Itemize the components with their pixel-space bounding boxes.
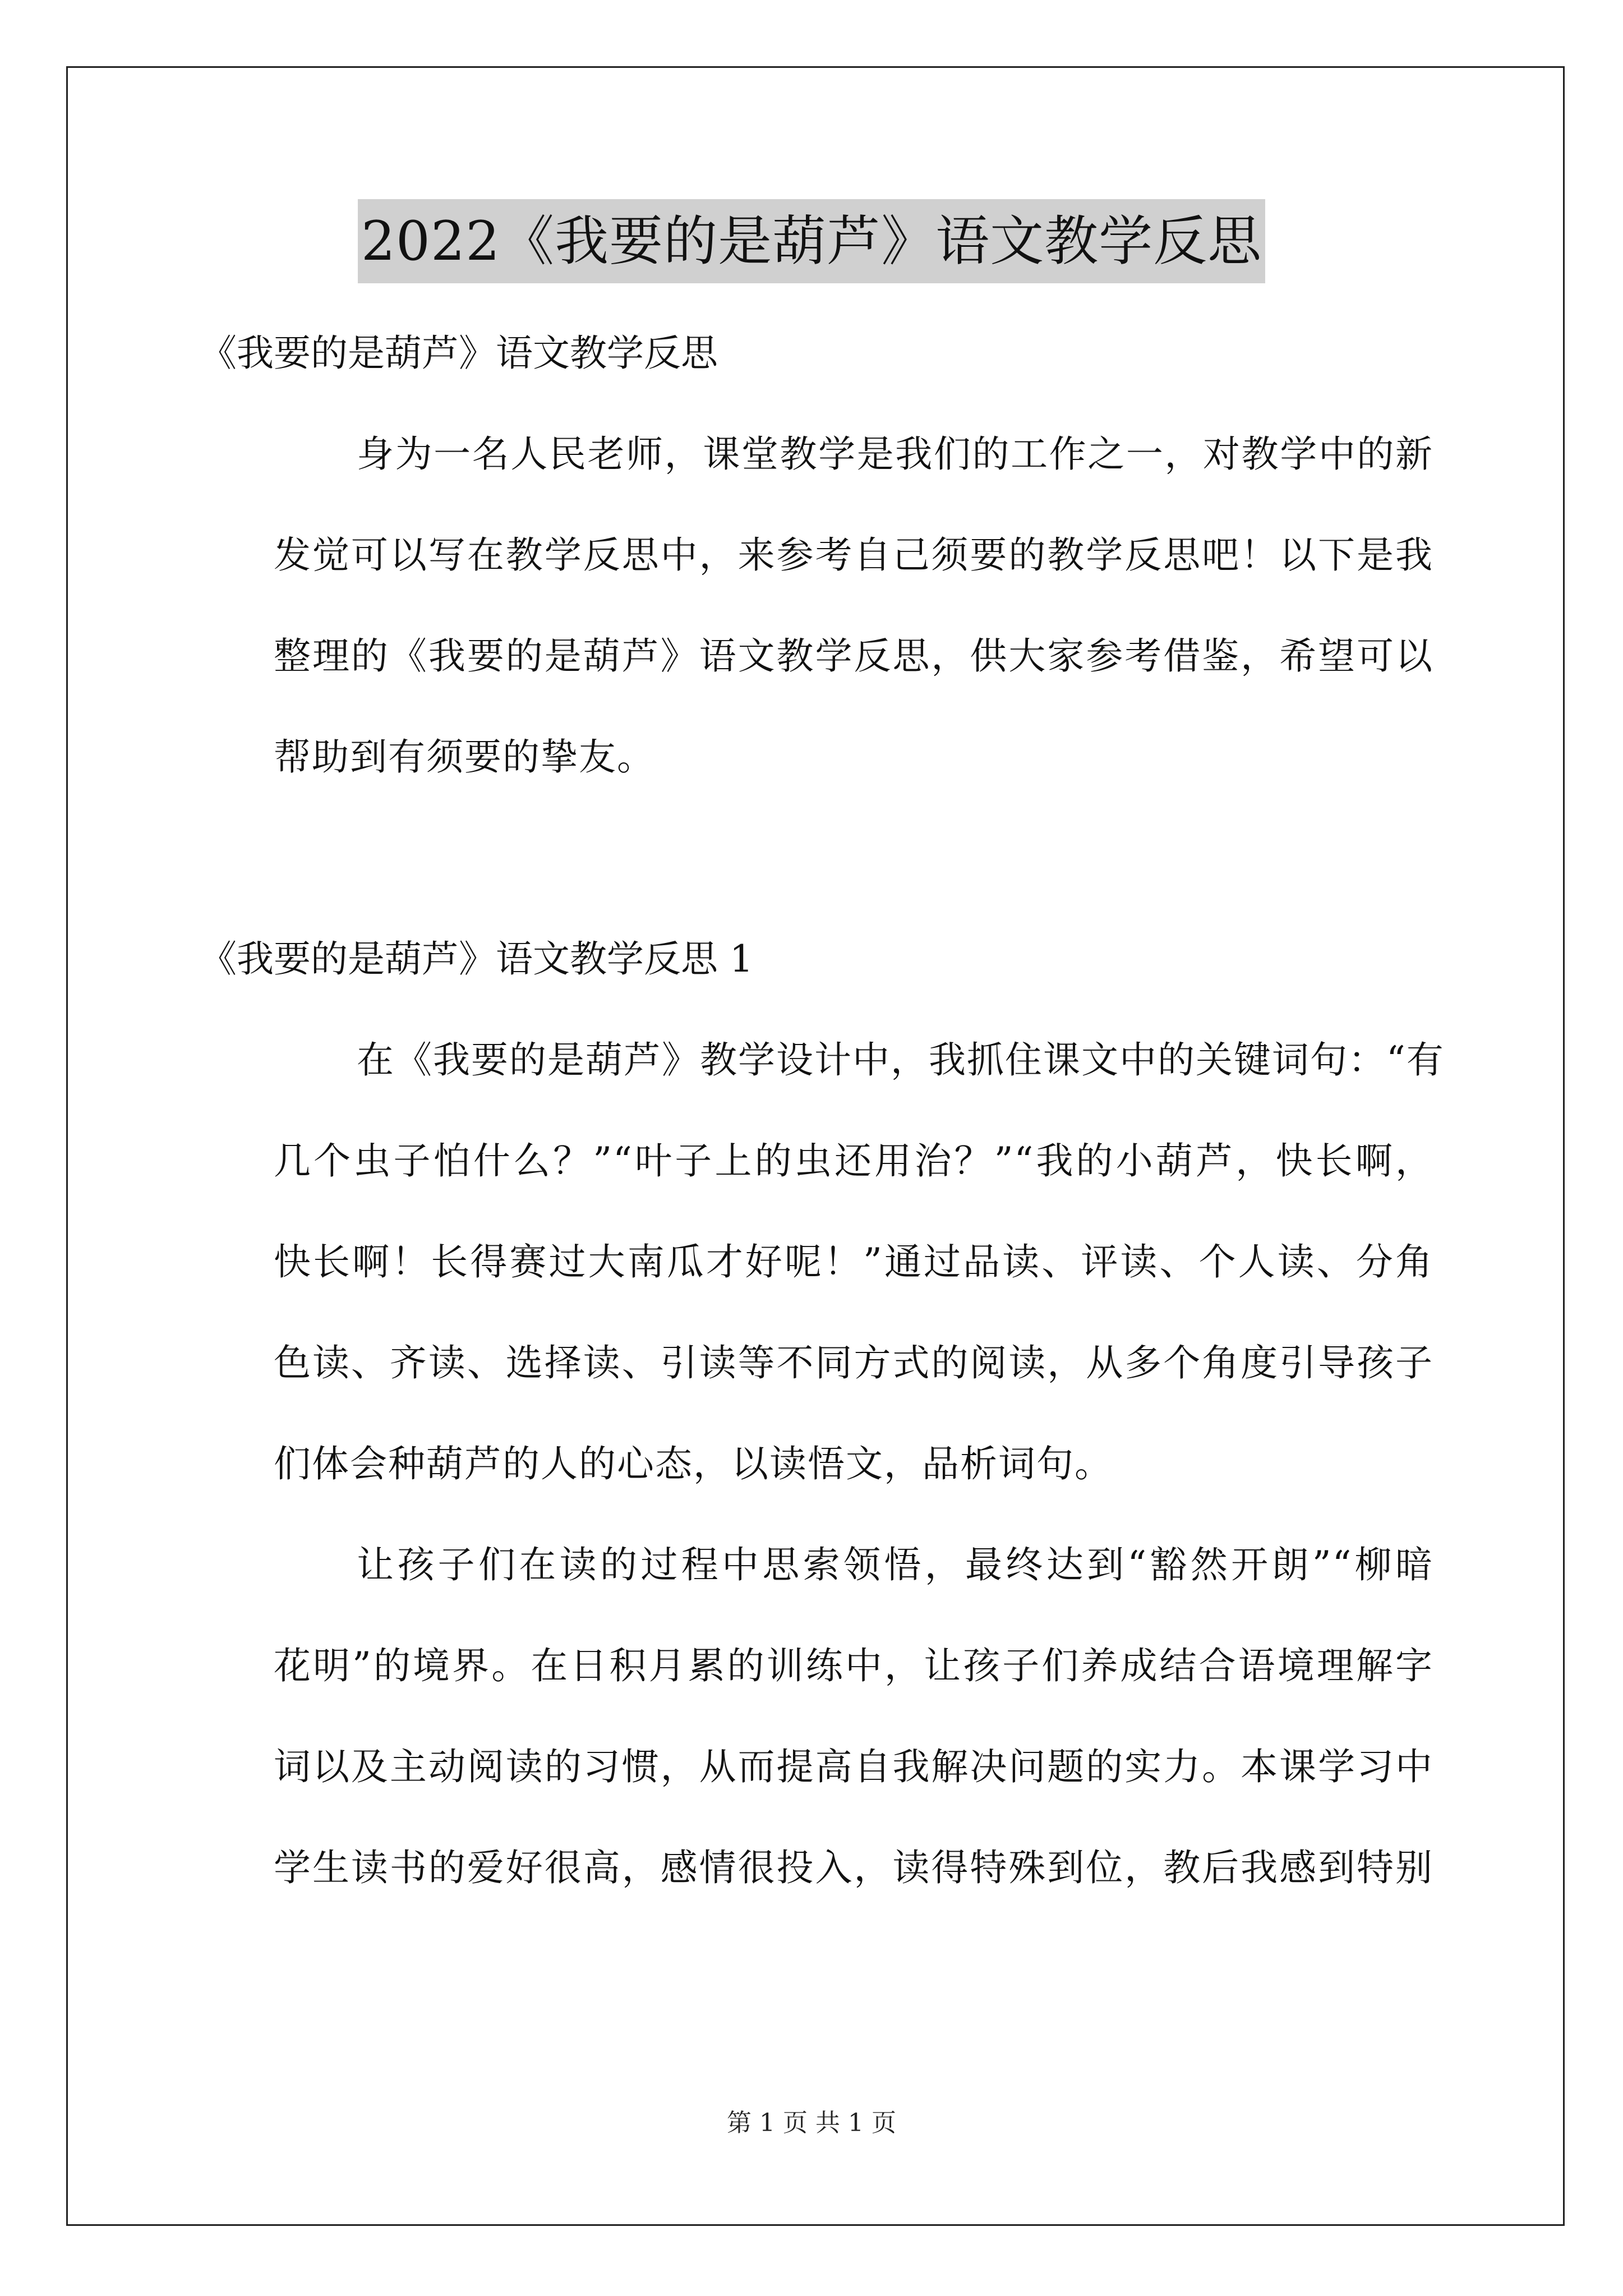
- text-line: 身为一名人民老师，课堂教学是我们的工作之一，对教学中的新: [357, 432, 1433, 476]
- text-line: 帮助到有须要的挚友。: [274, 735, 655, 779]
- text-line: 发觉可以写在教学反思中，来参考自己须要的教学反思吧！以下是我: [274, 533, 1433, 577]
- section1-paragraph-2: [200, 1515, 1433, 1918]
- section1-paragraph-1: [200, 1010, 1445, 1515]
- paragraph-spacer: [200, 808, 1433, 909]
- title-wrap: [0, 199, 1623, 283]
- text-line: 让孩子们在读的过程中思索领悟，最终达到“豁然开朗”“柳暗: [357, 1543, 1433, 1586]
- text-line: 花明”的境界。在日积月累的训练中，让孩子们养成结合语境理解字: [274, 1644, 1433, 1687]
- text-line: 几个虫子怕什么？”“叶子上的虫还用治？”“我的小葫芦，快长啊，: [274, 1139, 1433, 1182]
- document-title: 2022《我要的是葫芦》语文教学反思: [358, 199, 1265, 283]
- text-line: 快长啊！长得赛过大南瓜才好呢！”通过品读、评读、个人读、分角: [274, 1240, 1433, 1283]
- text-line: 们体会种葫芦的人的心态，以读悟文，品析词句。: [274, 1442, 1113, 1485]
- section1-heading: 《我要的是葫芦》语文教学反思 1: [200, 937, 753, 981]
- text-line: 整理的《我要的是葫芦》语文教学反思，供大家参考借鉴，希望可以: [274, 634, 1433, 678]
- page-footer: 第 1 页 共 1 页: [727, 2109, 896, 2137]
- document-body: [200, 303, 1445, 1918]
- text-line: 色读、齐读、选择读、引读等不同方式的阅读，从多个角度引导孩子: [274, 1341, 1433, 1384]
- intro-paragraph: [200, 404, 1433, 808]
- text-line: 在《我要的是葫芦》教学设计中，我抓住课文中的关键词句：“有: [357, 1038, 1445, 1082]
- text-line: 学生读书的爱好很高，感情很投入，读得特殊到位，教后我感到特别: [274, 1846, 1433, 1889]
- text-line: 词以及主动阅读的习惯，从而提高自我解决问题的实力。本课学习中: [274, 1745, 1433, 1788]
- intro-heading: 《我要的是葫芦》语文教学反思: [200, 332, 718, 375]
